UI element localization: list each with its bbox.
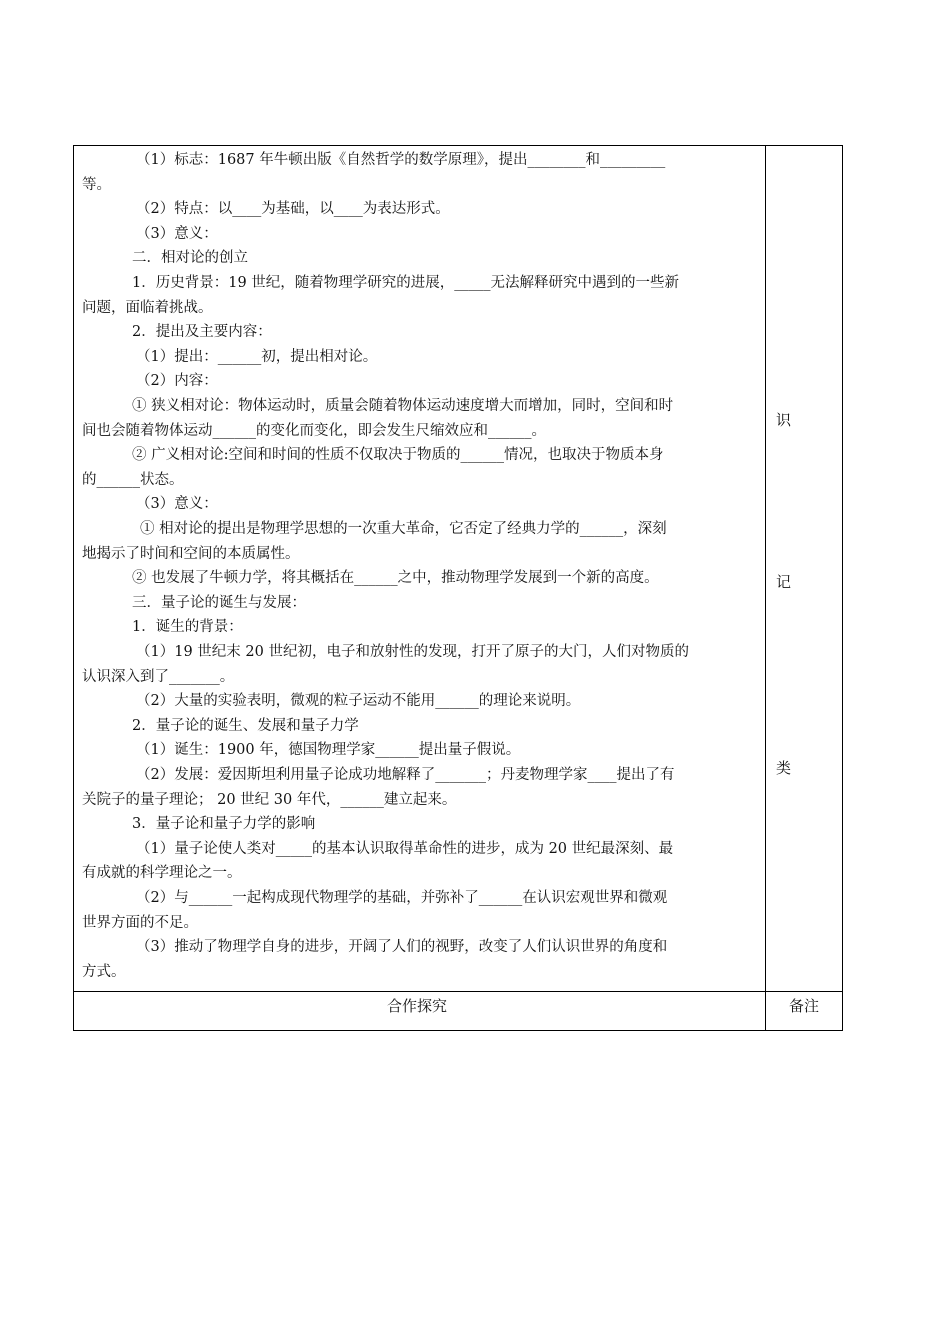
content-line: 1．诞生的背景： (132, 619, 243, 636)
content-line: （3）意义： (136, 225, 218, 242)
content-line: 二．相对论的创立 (132, 250, 248, 267)
content-line: 方式。 (82, 963, 126, 980)
content-line: （1）标志：1687 年牛顿出版《自然哲学的数学原理》，提出________和_________ (136, 152, 666, 168)
footer-main-heading: 合作探究 (387, 997, 448, 1015)
content-line: 3．量子论和量子力学的影响 (132, 816, 316, 833)
content-line: （2）内容： (136, 373, 218, 390)
content-line: 等。 (82, 176, 111, 193)
content-line: 认识深入到了_______。 (82, 668, 235, 685)
content-line: 三．量子论的诞生与发展： (132, 594, 306, 611)
footer-side-heading: 备注 (789, 997, 820, 1015)
content-line: 世界方面的不足。 (82, 914, 198, 931)
content-line: ① 相对论的提出是物理学思想的一次重大革命，它否定了经典力学的______，深刻 (140, 521, 667, 537)
content-line: （3）意义： (136, 496, 218, 513)
content-line: （1）量子论使人类对_____的基本认识取得革命性的进步，成为 20 世纪最深刻、最 (136, 840, 674, 857)
content-line: （1）19 世纪末 20 世纪初，电子和放射性的发现，打开了原子的大门，人们对物质的 (136, 644, 689, 660)
content-line: 问题，面临着挑战。 (82, 299, 213, 316)
content-line: （2）特点：以____为基础，以____为表达形式。 (136, 201, 450, 218)
content-line: （1）诞生：1900 年，德国物理学家______提出量子假说。 (136, 742, 521, 759)
content-line: 1．历史背景：19 世纪，随着物理学研究的进展，_____无法解释研究中遇到的一些新 (132, 275, 680, 291)
content-line: 2．量子论的诞生、发展和量子力学 (132, 717, 359, 734)
side-label-shi: 识 (776, 411, 792, 429)
column-divider (765, 145, 766, 1031)
content-line: （3）推动了物理学自身的进步，开阔了人们的视野，改变了人们认识世界的角度和 (136, 939, 668, 956)
content-line: （2）大量的实验表明，微观的粒子运动不能用______的理论来说明。 (136, 693, 581, 710)
side-label-ji: 记 (776, 573, 792, 591)
content-line: 关院子的量子理论； 20 世纪 30 年代，______建立起来。 (82, 791, 457, 808)
content-line: 2．提出及主要内容： (132, 324, 272, 341)
content-line: ① 狭义相对论：物体运动时，质量会随着物体运动速度增大而增加，同时，空间和时 (132, 398, 674, 414)
content-line: ② 也发展了牛顿力学，将其概括在______之中，推动物理学发展到一个新的高度。 (132, 570, 659, 587)
side-label-lei: 类 (776, 759, 792, 777)
content-line: 间也会随着物体运动______的变化而变化，即会发生尺缩效应和______。 (82, 422, 546, 439)
content-line: ② 广义相对论:空间和时间的性质不仅取决于物质的______情况，也取决于物质本身 (132, 447, 664, 464)
footer-divider (73, 991, 843, 992)
content-line: 的______状态。 (82, 471, 184, 488)
content-line: （1）提出：______初，提出相对论。 (136, 348, 378, 365)
content-line: （2）与______一起构成现代物理学的基础，并弥补了______在认识宏观世界和微观 (136, 890, 668, 906)
content-line: （2）发展：爱因斯坦利用量子论成功地解释了_______；丹麦物理学家____提出了有 (136, 767, 675, 783)
content-line: 地揭示了时间和空间的本质属性。 (82, 545, 300, 562)
content-line: 有成就的科学理论之一。 (82, 865, 242, 882)
